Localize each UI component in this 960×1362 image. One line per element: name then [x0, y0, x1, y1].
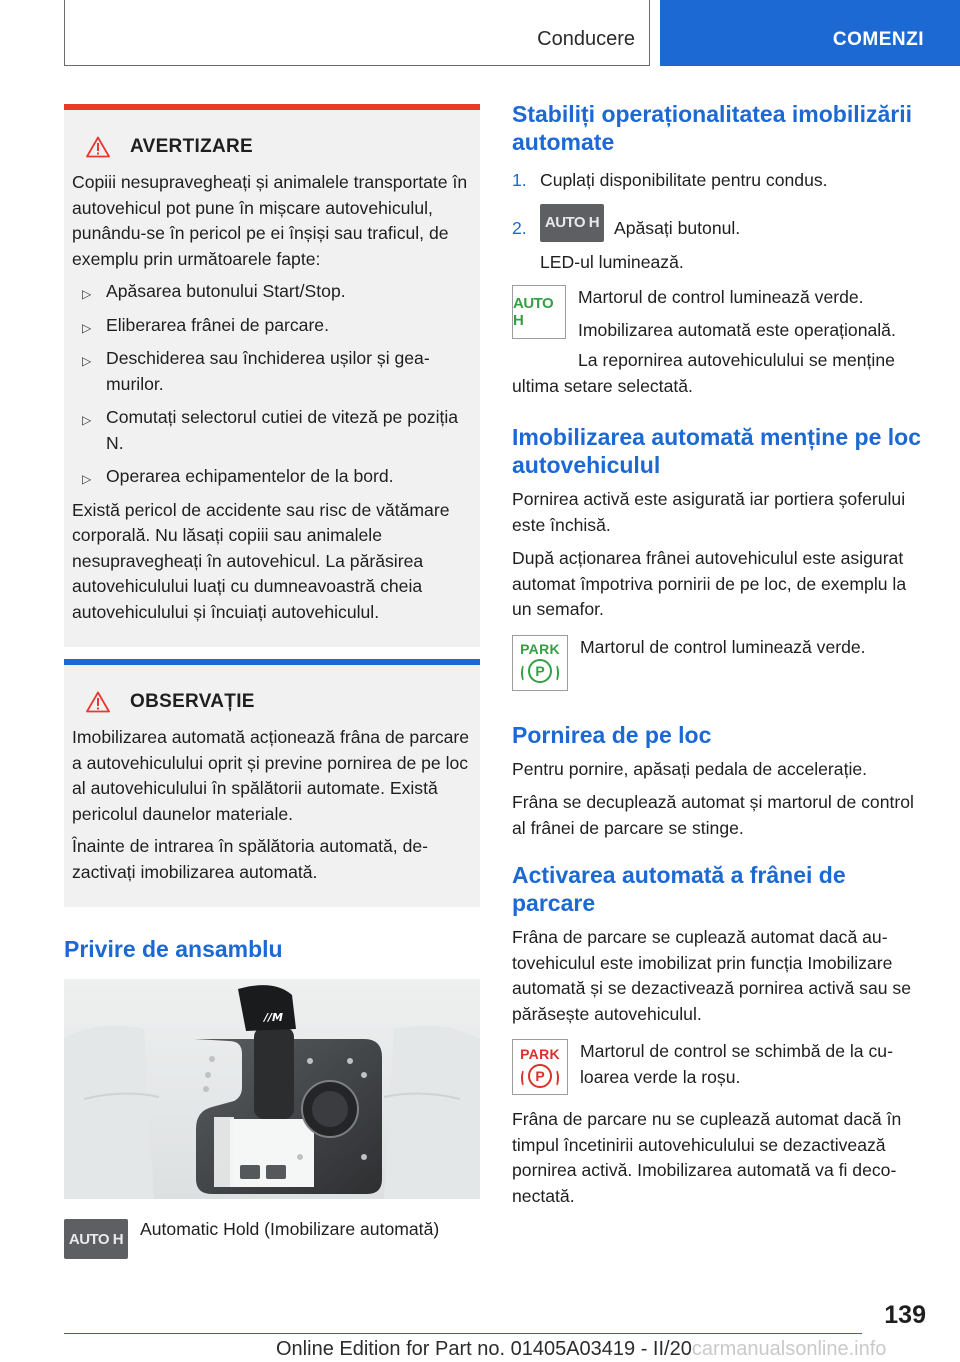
establish-steps: [512, 168, 930, 275]
warning-triangle-icon: [86, 136, 110, 158]
indicator-green-text: Martorul de control luminează verde.: [578, 287, 864, 307]
step-text: Cuplați disponibilitate pentru condus.: [540, 170, 828, 190]
warning-box: [64, 104, 480, 647]
bullet-triangle-icon: ▷: [82, 287, 92, 301]
establish-heading: Stabiliți operaționalitatea imobilizării automate: [512, 101, 913, 155]
center-console-illustration: [64, 979, 480, 1199]
startoff-p1: Pentru pornire, apăsați pedala de accelerație.: [512, 758, 868, 779]
warning-outro: Există pericol de accidente sau risc de vătămare corporală. Nu lăsați copiii sau animalele nesupravegheați în autovehicul. La părăsirea autovehiculului luați cu dumneavoastră cheia autovehiculului și încuiați autovehiculul.: [72, 499, 450, 622]
park-green-row: [512, 635, 930, 691]
auto-h-indicator-row: [512, 285, 930, 350]
footer-site: carmanualsonline.info: [691, 1338, 887, 1360]
svg-text://M: //M: [264, 1011, 283, 1024]
step-text: Apăsați butonul.: [614, 217, 741, 238]
overview-caption: Automatic Hold (Imobilizare automată): [140, 1219, 440, 1239]
bullet-triangle-icon: ▷: [82, 413, 92, 427]
auto-h-indicator-icon: AUTO H: [512, 285, 566, 339]
notice-box: [64, 659, 480, 907]
startoff-p2: Frâna se decuplează automat și martorul de control al frânei de parcare se stinge.: [512, 792, 914, 838]
park-red-row: [512, 1039, 930, 1095]
bullet-triangle-icon: ▷: [82, 354, 92, 368]
warning-list: [72, 279, 472, 490]
list-item: ▷ Deschiderea sau închiderea ușilor și geamurilor.: [82, 348, 430, 394]
warning-title: AVERTIZARE: [130, 136, 253, 157]
park-green-indicator-icon: PARK P: [512, 635, 568, 691]
auto-h-button-icon: AUTO H: [64, 1219, 128, 1259]
restart-setting-text: La repornirea autovehiculului se menține ultima setare selectată.: [512, 350, 895, 396]
startoff-heading: Pornirea de pe loc: [512, 721, 712, 748]
overview-caption-row: [64, 1219, 480, 1259]
list-item: ▷ Eliberarea frânei de parcare.: [72, 313, 472, 339]
park-red-indicator-icon: PARK P: [512, 1039, 568, 1095]
bullet-triangle-icon: ▷: [82, 320, 92, 335]
page-number: 139: [884, 1301, 926, 1329]
center-console-photo: [64, 979, 480, 1199]
footer-edition-text: Online Edition for Part no. 01405A03419 - II/20: [276, 1338, 692, 1360]
footer-edition: [276, 1338, 886, 1361]
header-section-box: [64, 0, 650, 66]
warning-header: [72, 132, 472, 162]
header-chapter-label: COMENZI: [832, 29, 924, 50]
list-item: ▷ Comutați selectorul cutiei de viteză pe poziția N.: [82, 407, 459, 453]
holds-heading: Imobilizarea automată menține pe loc autovehiculul: [512, 424, 921, 478]
notice-p2: Înainte de intrarea în spălătoria automată, dezactivați imobilizarea automată.: [72, 836, 429, 882]
left-column: [64, 104, 480, 1259]
notice-header: [72, 687, 472, 717]
led-text: LED-ul luminează.: [540, 251, 684, 272]
header-section-label: Conducere: [537, 28, 635, 50]
step-number: 1.: [512, 170, 527, 190]
holds-p1: Pornirea activă este asigurată iar portiera șoferului este închisă.: [512, 489, 906, 535]
list-item: ▷ Operarea echipamentelor de la bord.: [72, 464, 472, 490]
step-1: [512, 168, 930, 194]
autopark-p2: Frâna de parcare nu se cuplează automat dacă în timpul încetinirii autovehiculului se dezactivează pornirea activă. Imobilizarea automată va fi deconectată.: [512, 1109, 902, 1206]
park-green-text: Martorul de control luminează verde.: [580, 636, 866, 657]
notice-title: OBSERVAȚIE: [130, 691, 255, 712]
step-2: [512, 204, 930, 242]
header-chapter-tab[interactable]: [660, 0, 960, 66]
footer-divider: [64, 1333, 862, 1334]
holds-p2: După acționarea frânei autovehiculul este asigurat automat împotriva pornirii de pe loc, de exemplu la un semafor.: [512, 548, 907, 619]
notice-triangle-icon: [86, 691, 110, 713]
autopark-p1: Frâna de parcare se cuplează automat dacă autovehiculul este imobilizat prin funcția Imobilizare automată și se dezactivează pornirea activă sau se părăsește autovehiculul.: [512, 927, 912, 1024]
auto-h-button-icon: AUTO H: [540, 204, 604, 242]
overview-heading: Privire de ansamblu: [64, 936, 283, 962]
notice-p1: Imobilizarea automată acționează frâna de parcare a autovehiculului oprit și previne pornirea de pe loc al autovehiculului în spălătorii automate. Există pericolul daunelor materiale.: [72, 727, 470, 824]
autopark-heading: Activarea automată a frânei de parcare: [512, 862, 846, 916]
warning-intro: Copiii nesupravegheați și animalele transportate în autovehicul pot pune în mișcare autovehiculul, punându-se în pericol pe ei înșiși sau traficul, de exemplu prin următoarele fapte:: [72, 172, 468, 269]
bullet-triangle-icon: ▷: [82, 472, 92, 486]
park-red-text: Martorul de control se schimbă de la culoarea verde la roșu.: [580, 1041, 893, 1087]
list-item: ▷ Apăsarea butonului Start/Stop.: [72, 279, 472, 305]
indicator-operational-text: Imobilizarea automată este operațională.: [578, 319, 896, 340]
step-number: 2.: [512, 217, 527, 238]
right-column: [512, 100, 930, 1209]
